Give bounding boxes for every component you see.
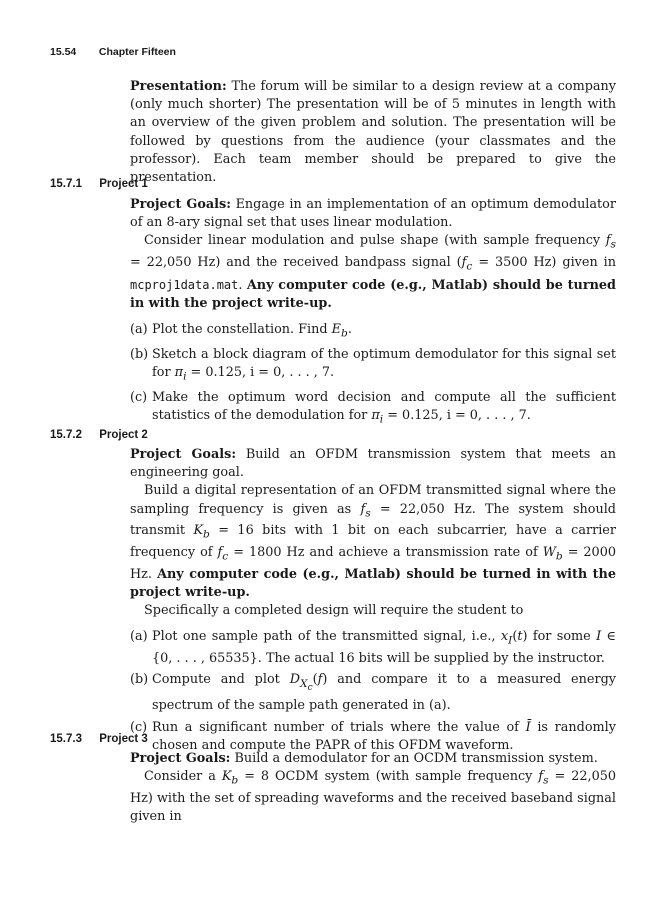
project-2-intro: Specifically a completed design will require the student to: [144, 603, 524, 619]
presentation-label: Presentation:: [130, 79, 227, 94]
section-title: Project 1: [99, 178, 148, 190]
list-item: (b) Compute and plot $D_{X_c}(f)$ and compare it to a measured energy spectrum of the sample path generated in (a).: [130, 672, 616, 714]
presentation-text: The forum will be similar to a design review at a company (only much shorter) The presentation will be of 5 minutes in length with an overview of the given problem and solution. The presentation will be followed by questions from the audience (your classmates and the professor). Each team member should be prepared to give the presentation.: [130, 79, 616, 186]
goals-text: Build an OFDM transmission system that meets an engineering goal.: [130, 447, 616, 481]
section-heading-project-1: [50, 178, 148, 190]
project-2-body: [130, 446, 616, 758]
project-2-task-list: [130, 628, 616, 754]
chapter-title: Chapter Fifteen: [98, 46, 176, 58]
section-number: 15.7.1: [50, 178, 82, 190]
section-number: 15.7.2: [50, 429, 82, 441]
project-3-paragraph: Consider a $K_b = 8$ OCDM system (with sample frequency $f_s = 22,050$ Hz) with the set of spreading waveforms and the received baseband signal given in: [130, 769, 617, 825]
list-item: (c) Run a significant number of trials where the value of Ī is randomly chosen and compute the PAPR of this OFDM waveform.: [130, 719, 616, 753]
section-title: Project 2: [99, 429, 148, 441]
presentation-paragraph: [130, 78, 616, 187]
project-2-paragraph: Build a digital representation of an OFDM transmitted signal where the sampling frequency is given as $f_s = 22,050$ Hz. The system should transmit $K_b = 16$ bits with 1 bit on each subcarrier, have a carrier frequency of $f_c = 1800$ Hz and achieve a transmission rate of $W_b = 2000$ Hz. Any computer code (e.g., Matlab) should be turned in with the project write-up.: [130, 483, 616, 601]
goals-text: Build a demodulator for an OCDM transmission system.: [234, 751, 598, 766]
data-filename: mcproj1data.mat: [130, 277, 239, 292]
goals-label: Project Goals:: [130, 197, 231, 212]
goals-text: Engage in an implementation of an optimum demodulator of an 8-ary signal set that uses linear modulation.: [130, 197, 616, 231]
section-heading-project-2: [50, 429, 148, 441]
project-1-paragraph: Consider linear modulation and pulse shape (with sample frequency $f_s = 22,050$ Hz) and the received bandpass signal ($f_c = 3500$ Hz) given in mcproj1data.mat. Any computer code (e.g., Matlab) should be turned in with the project write-up.: [130, 233, 617, 312]
goals-label: Project Goals:: [130, 751, 231, 766]
list-item: (a) Plot one sample path of the transmitted signal, i.e., $x_I(t)$ for some I ∈ {0, . . . , 65535}. The actual 16 bits will be supplied by the instructor.: [130, 629, 617, 667]
list-item: (c) Make the optimum word decision and compute all the sufficient statistics of the demodulation for $\pi_i = 0.125$, i = 0, . . . , 7.: [130, 390, 616, 426]
project-1-body: [130, 196, 616, 432]
project-3-body: [130, 750, 616, 826]
section-heading-project-3: [50, 733, 148, 745]
list-item: (a) Plot the constellation. Find $E_b$.: [130, 322, 352, 340]
list-item: (b) Sketch a block diagram of the optimum demodulator for this signal set for $\pi_i = 0.125$, i = 0, . . . , 7.: [130, 347, 616, 383]
section-number: 15.7.3: [50, 733, 82, 745]
running-head: [50, 46, 176, 58]
goals-label: Project Goals:: [130, 447, 237, 462]
project-1-task-list: [130, 321, 616, 429]
page-number: 15.54: [50, 46, 77, 58]
section-title: Project 3: [99, 733, 148, 745]
